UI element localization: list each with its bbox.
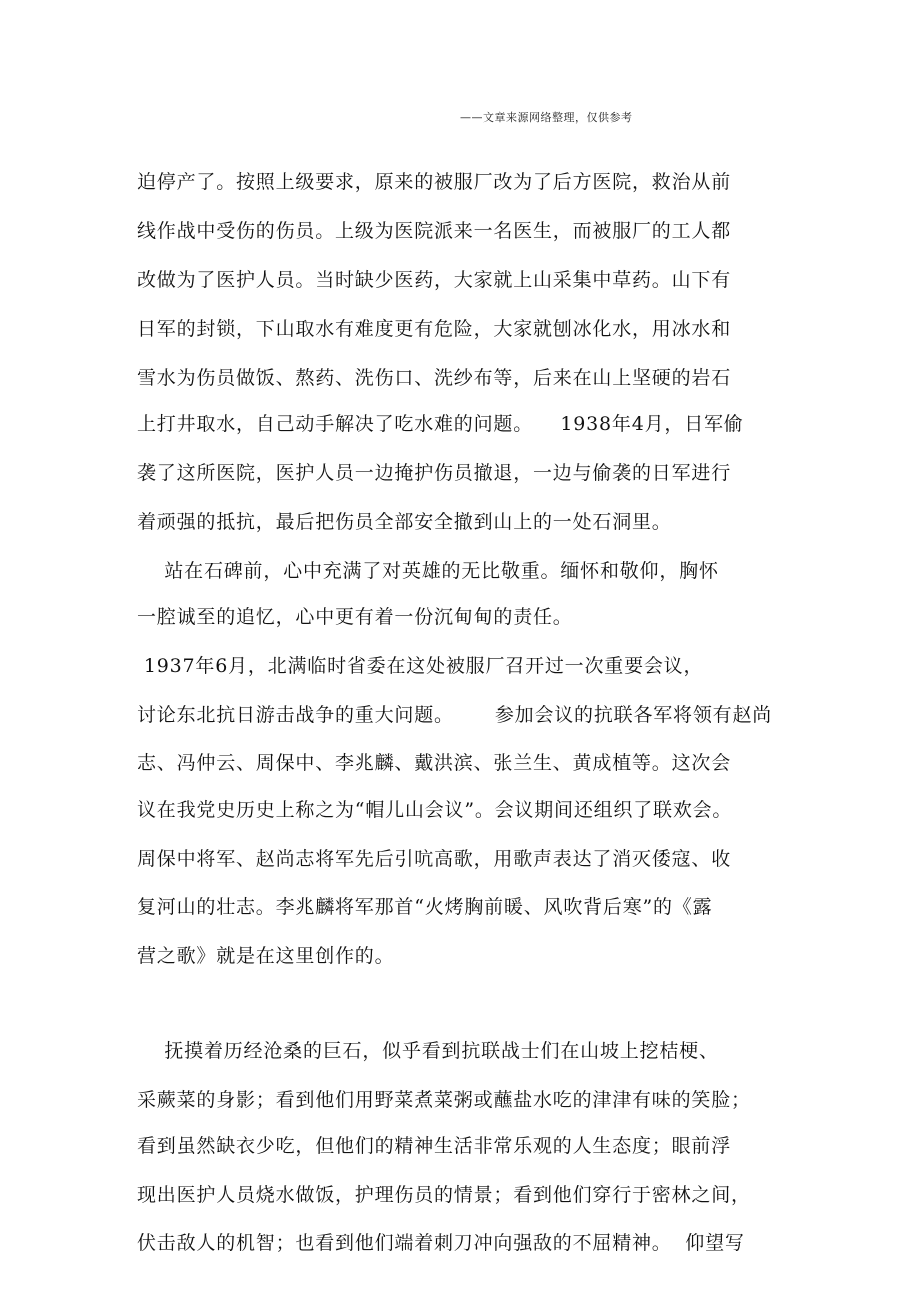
body-line: 抚摸着历经沧桑的巨石，似乎看到抗联战士们在山坡上挖桔梗、 bbox=[137, 1040, 719, 1062]
body-line: 雪水为伤员做饭、熬药、洗伤口、洗纱布等，后来在山上坚硬的岩石 bbox=[137, 367, 732, 389]
body-line: 一腔诚至的追忆，心中更有着一份沉甸甸的责任。 bbox=[137, 606, 573, 628]
body-line: 伏击敌人的机智；也看到他们端着刺刀冲向强敌的不屈精神。 仰望写 bbox=[137, 1232, 745, 1254]
body-line: 着顽强的抵抗，最后把伤员全部安全撤到山上的一处石洞里。 bbox=[137, 511, 672, 533]
body-line: 1937年6月，北满临时省委在这处被服厂召开过一次重要会议， bbox=[137, 655, 704, 677]
body-line: 议在我党史历史上称之为“帽儿山会议”。会议期间还组织了联欢会。 bbox=[137, 799, 733, 821]
body-line: 线作战中受伤的伤员。上级为医院派来一名医生，而被服厂的工人都 bbox=[137, 220, 732, 242]
body-line: 营之歌》就是在这里创作的。 bbox=[137, 945, 395, 967]
body-line: 讨论东北抗日游击战争的重大问题。 参加会议的抗联各军将领有赵尚 bbox=[137, 704, 773, 726]
body-line: 现出医护人员烧水做饭，护理伤员的情景；看到他们穿行于密林之间， bbox=[137, 1184, 751, 1206]
body-line: 复河山的壮志。李兆麟将军那首“火烤胸前暖、风吹背后寒”的《露 bbox=[137, 896, 713, 918]
body-line: 迫停产了。按照上级要求，原来的被服厂改为了后方医院，救治从前 bbox=[137, 171, 732, 193]
body-line: 袭了这所医院，医护人员一边掩护伤员撤退，一边与偷袭的日军进行 bbox=[137, 462, 732, 484]
body-line: 周保中将军、赵尚志将军先后引吭高歌，用歌声表达了消灭倭寇、收 bbox=[137, 848, 732, 870]
body-line: 看到虽然缺衣少吃，但他们的精神生活非常乐观的人生态度；眼前浮 bbox=[137, 1135, 732, 1157]
body-line: 日军的封锁，下山取水有难度更有危险，大家就刨冰化水，用冰水和 bbox=[137, 318, 732, 340]
body-line: 采蕨菜的身影；看到他们用野菜煮菜粥或蘸盐水吃的津津有味的笑脸； bbox=[137, 1089, 751, 1111]
source-note: ——文章来源网络整理，仅供参考 bbox=[460, 111, 633, 124]
body-line: 上打井取水，自己动手解决了吃水难的问题。 1938年4月，日军偷 bbox=[137, 413, 744, 435]
body-line: 站在石碑前，心中充满了对英雄的无比敬重。缅怀和敬仰，胸怀 bbox=[137, 560, 719, 582]
body-line: 改做为了医护人员。当时缺少医药，大家就上山采集中草药。山下有 bbox=[137, 269, 732, 291]
body-line: 志、冯仲云、周保中、李兆麟、戴洪滨、张兰生、黄成植等。这次会 bbox=[137, 752, 732, 774]
